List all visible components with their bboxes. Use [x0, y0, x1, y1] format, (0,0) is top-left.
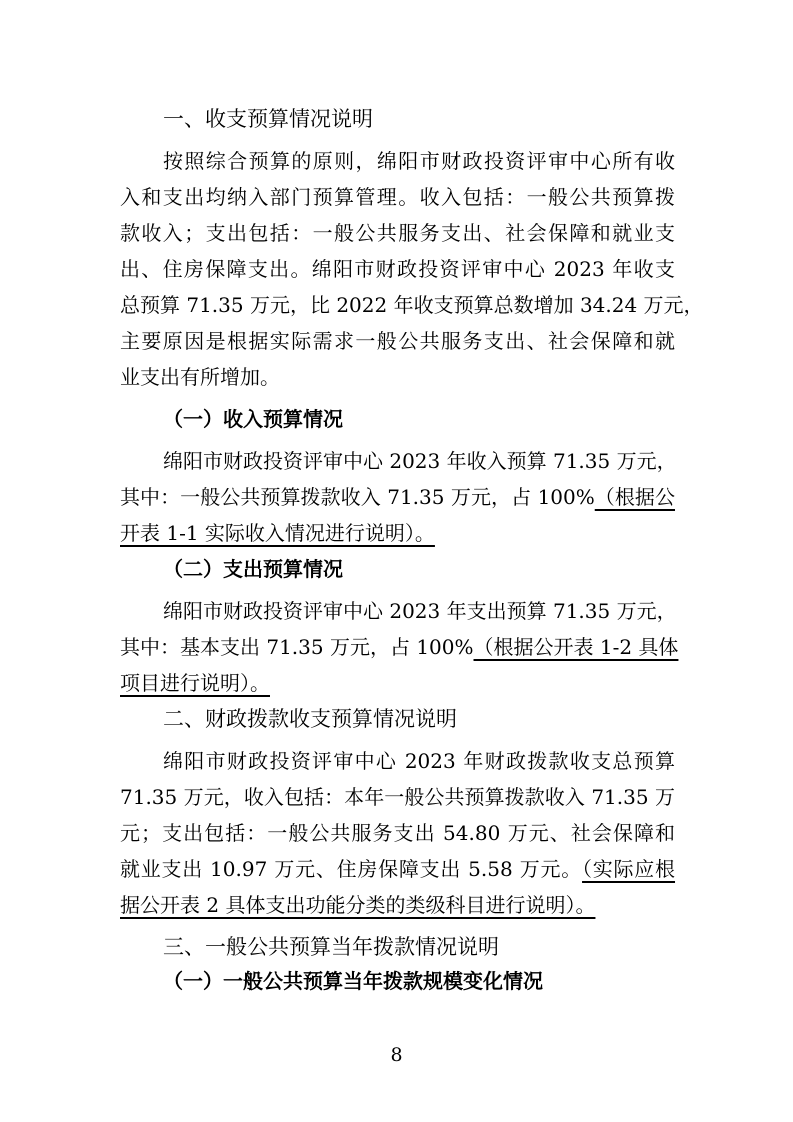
paragraph-line: 入和支出均纳入部门预算管理。收入包括：一般公共预算拨 [120, 185, 675, 209]
subheading-income-budget: （一）收入预算情况 [163, 407, 343, 431]
paragraph-line: 款收入；支出包括：一般公共服务支出、社会保障和就业支 [120, 221, 675, 245]
subheading-appropriation-scale-change: （一）一般公共预算当年拨款规模变化情况 [163, 969, 543, 993]
text-run: 其中：基本支出 71.35 万元，占 100% [120, 635, 474, 659]
text-run: 就业支出 10.97 万元、住房保障支出 5.58 万元。 [120, 857, 583, 881]
paragraph-line: 主要原因是根据实际需求一般公共服务支出、社会保障和就 [120, 329, 675, 353]
paragraph-line [120, 888, 675, 922]
underlined-note: （根据公开表 1-2 具体 [473, 635, 679, 659]
paragraph-line [120, 630, 679, 664]
subheading-expenditure-budget: （二）支出预算情况 [163, 557, 343, 581]
paragraph-line [120, 666, 675, 700]
paragraph-line [120, 516, 675, 550]
paragraph-line: 71.35 万元，收入包括：本年一般公共预算拨款收入 71.35 万 [120, 785, 675, 809]
paragraph-line: 业支出有所增加。 [120, 365, 280, 389]
section-heading-fiscal-appropriation: 二、财政拨款收支预算情况说明 [163, 707, 457, 731]
paragraph-line: 出、住房保障支出。绵阳市财政投资评审中心 2023 年收支 [120, 257, 675, 281]
underlined-note: （实际应根 [582, 857, 676, 881]
underlined-note: （根据公 [594, 485, 675, 509]
paragraph-line [120, 852, 675, 886]
paragraph-line: 绵阳市财政投资评审中心 2023 年收入预算 71.35 万元， [163, 449, 677, 473]
section-heading-general-public-budget: 三、一般公共预算当年拨款情况说明 [163, 935, 499, 959]
underlined-note: 据公开表 2 具体支出功能分类的类级科目进行说明）。 [120, 893, 596, 917]
underlined-note: 开表 1-1 实际收入情况进行说明）。 [120, 521, 435, 545]
paragraph-line: 绵阳市财政投资评审中心 2023 年财政拨款收支总预算 [163, 749, 675, 773]
page-number: 8 [390, 1044, 403, 1066]
paragraph-line: 绵阳市财政投资评审中心 2023 年支出预算 71.35 万元， [163, 599, 677, 623]
paragraph-line: 总预算 71.35 万元，比 2022 年收支预算总数增加 34.24 万元， [120, 293, 704, 317]
text-run: 其中：一般公共预算拨款收入 71.35 万元，占 100% [120, 485, 595, 509]
paragraph-line: 按照综合预算的原则，绵阳市财政投资评审中心所有收 [163, 149, 675, 173]
section-heading-income-expenditure: 一、收支预算情况说明 [163, 107, 373, 131]
paragraph-line: 元；支出包括：一般公共服务支出 54.80 万元、社会保障和 [120, 821, 675, 845]
underlined-note: 项目进行说明）。 [120, 671, 270, 695]
paragraph-line [120, 480, 675, 514]
